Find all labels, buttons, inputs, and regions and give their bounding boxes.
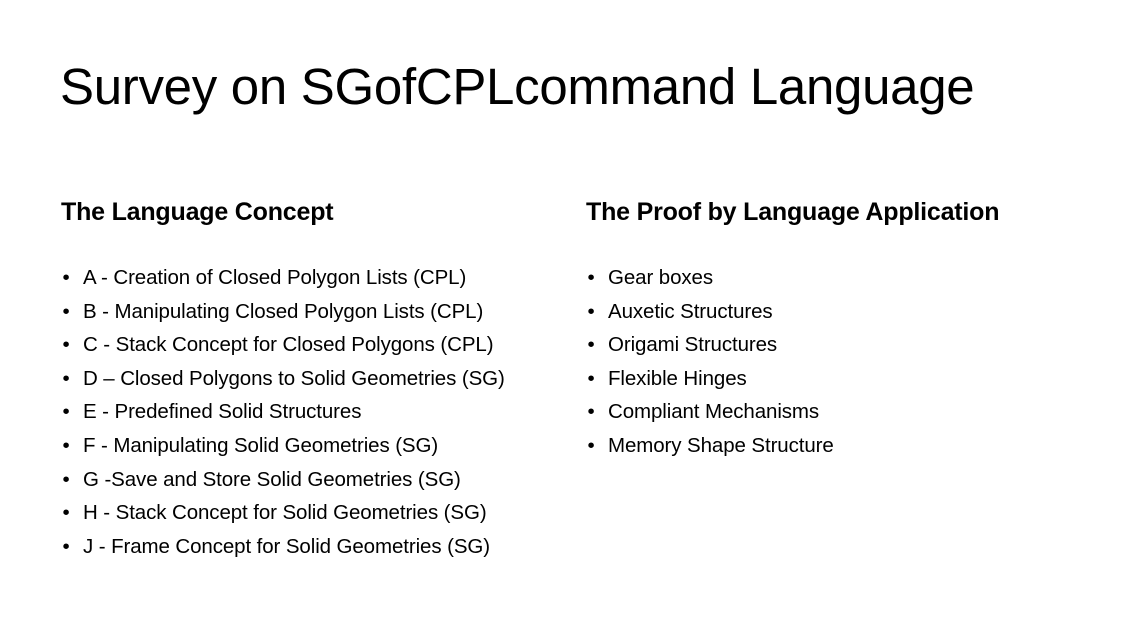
list-item (586, 261, 1106, 295)
bullet-icon: • (587, 400, 595, 424)
list-item (61, 395, 571, 429)
list-item-text: Origami Structures (608, 333, 778, 357)
bullet-icon: • (62, 366, 70, 390)
right-column (586, 196, 1106, 463)
bullet-icon: • (587, 266, 595, 289)
list-item-text: Auxetic Structures (608, 299, 773, 323)
list-item-text: Memory Shape Structure (608, 433, 834, 457)
list-item-text: E - Predefined Solid Structures (83, 400, 362, 424)
list-item (61, 429, 571, 463)
list-item (586, 429, 1106, 463)
list-item (586, 395, 1106, 429)
list-item (61, 530, 571, 564)
list-item-text: D – Closed Polygons to Solid Geometries (SG) (83, 366, 505, 390)
left-column-heading: The Language Concept (61, 198, 334, 226)
list-item (61, 261, 571, 295)
bullet-icon: • (62, 266, 70, 289)
bullet-icon: • (62, 333, 70, 357)
list-item-text: Flexible Hinges (608, 366, 747, 390)
list-item-text: J - Frame Concept for Solid Geometries (SG) (83, 534, 490, 558)
list-item-text: B - Manipulating Closed Polygon Lists (CPL) (83, 299, 484, 323)
list-item (586, 362, 1106, 396)
slide-title: Survey on SGofCPLcommand Language (60, 58, 975, 115)
left-bullet-list (61, 261, 571, 563)
bullet-icon: • (587, 333, 595, 357)
list-item-text: Gear boxes (608, 266, 713, 289)
bullet-icon: • (587, 366, 595, 390)
list-item (586, 295, 1106, 329)
right-column-heading: The Proof by Language Application (586, 198, 1000, 226)
bullet-icon: • (587, 299, 595, 323)
bullet-icon: • (62, 400, 70, 424)
list-item (61, 496, 571, 530)
list-item-text: A - Creation of Closed Polygon Lists (CPL) (83, 266, 467, 289)
bullet-icon: • (62, 534, 70, 558)
list-item (61, 463, 571, 497)
list-item (61, 295, 571, 329)
list-item-text: Compliant Mechanisms (608, 400, 820, 424)
bullet-icon: • (62, 433, 70, 457)
list-item-text: H - Stack Concept for Solid Geometries (SG) (83, 501, 487, 525)
bullet-icon: • (62, 467, 70, 491)
right-bullet-list (586, 261, 1106, 463)
bullet-icon: • (62, 299, 70, 323)
left-column (61, 196, 571, 563)
list-item-text: G -Save and Store Solid Geometries (SG) (83, 467, 461, 491)
list-item (61, 328, 571, 362)
list-item-text: F - Manipulating Solid Geometries (SG) (83, 433, 439, 457)
bullet-icon: • (587, 433, 595, 457)
list-item (586, 328, 1106, 362)
bullet-icon: • (62, 501, 70, 525)
list-item (61, 362, 571, 396)
list-item-text: C - Stack Concept for Closed Polygons (CPL) (83, 333, 494, 357)
